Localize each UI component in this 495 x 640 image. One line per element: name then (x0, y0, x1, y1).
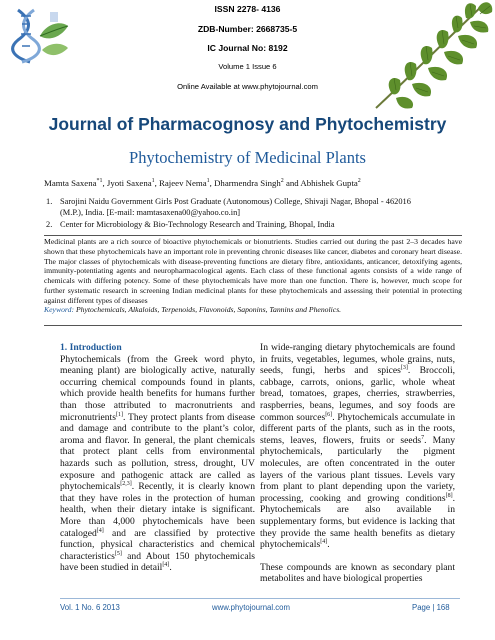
secondary-metabolites-paragraph: These compounds are known as secondary plant metabolites and have biological properties (260, 561, 455, 585)
affiliation-1-line2: (M.P.), India. [E-mail: mamtasaxena00@yahoo.co.in] (60, 208, 241, 217)
footer-rule (60, 598, 460, 599)
abstract-text: Medicinal plants are a rich source of bioactive phytochemicals or bionutrients. Studies carried out during the past 2–3 decades have shown that these phytochemicals have an important role in preventing chronic diseases like cancer, diabetes and coronary heart disease. The major classes of phytochemicals with disease-preventing functions are dietary fibre, antioxidants, anticancer, detoxifying agents, immunity-potentiating agents and neuropharmacological agents. Each class of these functional agents consists of a wide range of chemicals with differing potency. Some of these phytochemicals have more than one function. There is, however, much scope for further systematic research in screening Indian medicinal plants for these phytochemicals and assessing their potential in protecting against different types of diseases (44, 237, 462, 305)
footer-website-link[interactable]: www.phytojournal.com (212, 603, 291, 612)
affiliation-1: 1. Sarojini Naidu Government Girls Post Graduate (Autonomous) College, Shivaji Nagar, Bhopal - 462016 (46, 197, 411, 206)
abstract-top-rule (44, 235, 462, 236)
body-left-column (60, 342, 255, 574)
keyword-label: Keyword: (44, 305, 75, 315)
affiliation-2: 2. Center for Microbiology & Bio-Technology Research and Training, Bhopal, India (46, 220, 335, 229)
leaf-branch-image (366, 0, 495, 112)
volume-issue-text: Volume 1 Issue 6 (218, 62, 277, 71)
zdb-number-text: ZDB-Number: 2668735-5 (197, 24, 298, 34)
journal-title: Journal of Pharmacognosy and Phytochemistry (48, 114, 447, 134)
abstract-bottom-rule (44, 325, 462, 326)
journal-logo-icon (10, 6, 72, 64)
footer-page-number: Page | 168 (412, 603, 450, 612)
phytochemical-sources-paragraph: In wide-ranging dietary phytochemicals are found in fruits, vegetables, legumes, whole grains, nuts, seeds, fungi, herbs and spices[3]. Broccoli, cabbage, carrots, onions, garlic, whole wheat bread, tomatoes, grapes, cherries, strawberries, raspberries, beans, legumes, and soy foods are common sources[6]. Phytochemicals accumulate in different parts of the plants, such as in the roots, stems, leaves, flowers, fruits or seeds$^7$. Many phytochemicals, particularly the pigment molecules, are often concentrated in the outer layers of the various plant tissues. Levels vary from plant to plant depending upon the variety, processing, cooking and growing conditions[8]. Phytochemicals are also available in supplementary forms, but evidence is lacking that they provide the same health benefits as dietary phytochemicals[4]. (260, 342, 456, 551)
keyword-list: Phytochemicals, Alkaloids, Terpenoids, Flavonoids, Saponins, Tannins and Phenolics. (74, 305, 342, 315)
paper-title: Phytochemistry of Medicinal Plants (129, 148, 366, 167)
introduction-heading: 1. Introduction (60, 342, 122, 353)
online-availability-text: Online Available at www.phytojournal.com (177, 82, 318, 91)
introduction-paragraph: Phytochemicals (from the Greek word phyto, meaning plant) are biologically active, naturally occurring chemical compounds found in plants, which provide health benefits for humans further than those attributed to macronutrients and micronutrients[1]. They protect plants from disease and damage and contribute to the plant’s color, aroma and flavor. In general, the plant chemicals that protect plant cells from environmental hazards such as pollution, stress, drought, UV exposure and pathogenic attack are called as phytochemicals[2,3]. Recently, it is clearly known that they have roles in the protection of human health, when their dietary intake is significant. More than 4,000 phytochemicals have been cataloged[4] and are classified by protective function, physical characteristics and chemical characteristics[5] and About 150 phytochemicals have been studied in detail[4]. (60, 353, 255, 574)
issn-text: ISSN 2278- 4136 (214, 4, 281, 14)
author-list: Mamta Saxena$^{*1}$, Jyoti Saxena$^1$, Rajeev Nema$^1$, Dharmendra Singh$^2$ and Abhishek Gupta$^2$ (44, 178, 361, 188)
footer-volume: Vol. 1 No. 6 2013 (60, 603, 120, 612)
body-right-column (260, 342, 455, 585)
abstract (44, 237, 462, 315)
ic-journal-text: IC Journal No: 8192 (207, 43, 288, 53)
